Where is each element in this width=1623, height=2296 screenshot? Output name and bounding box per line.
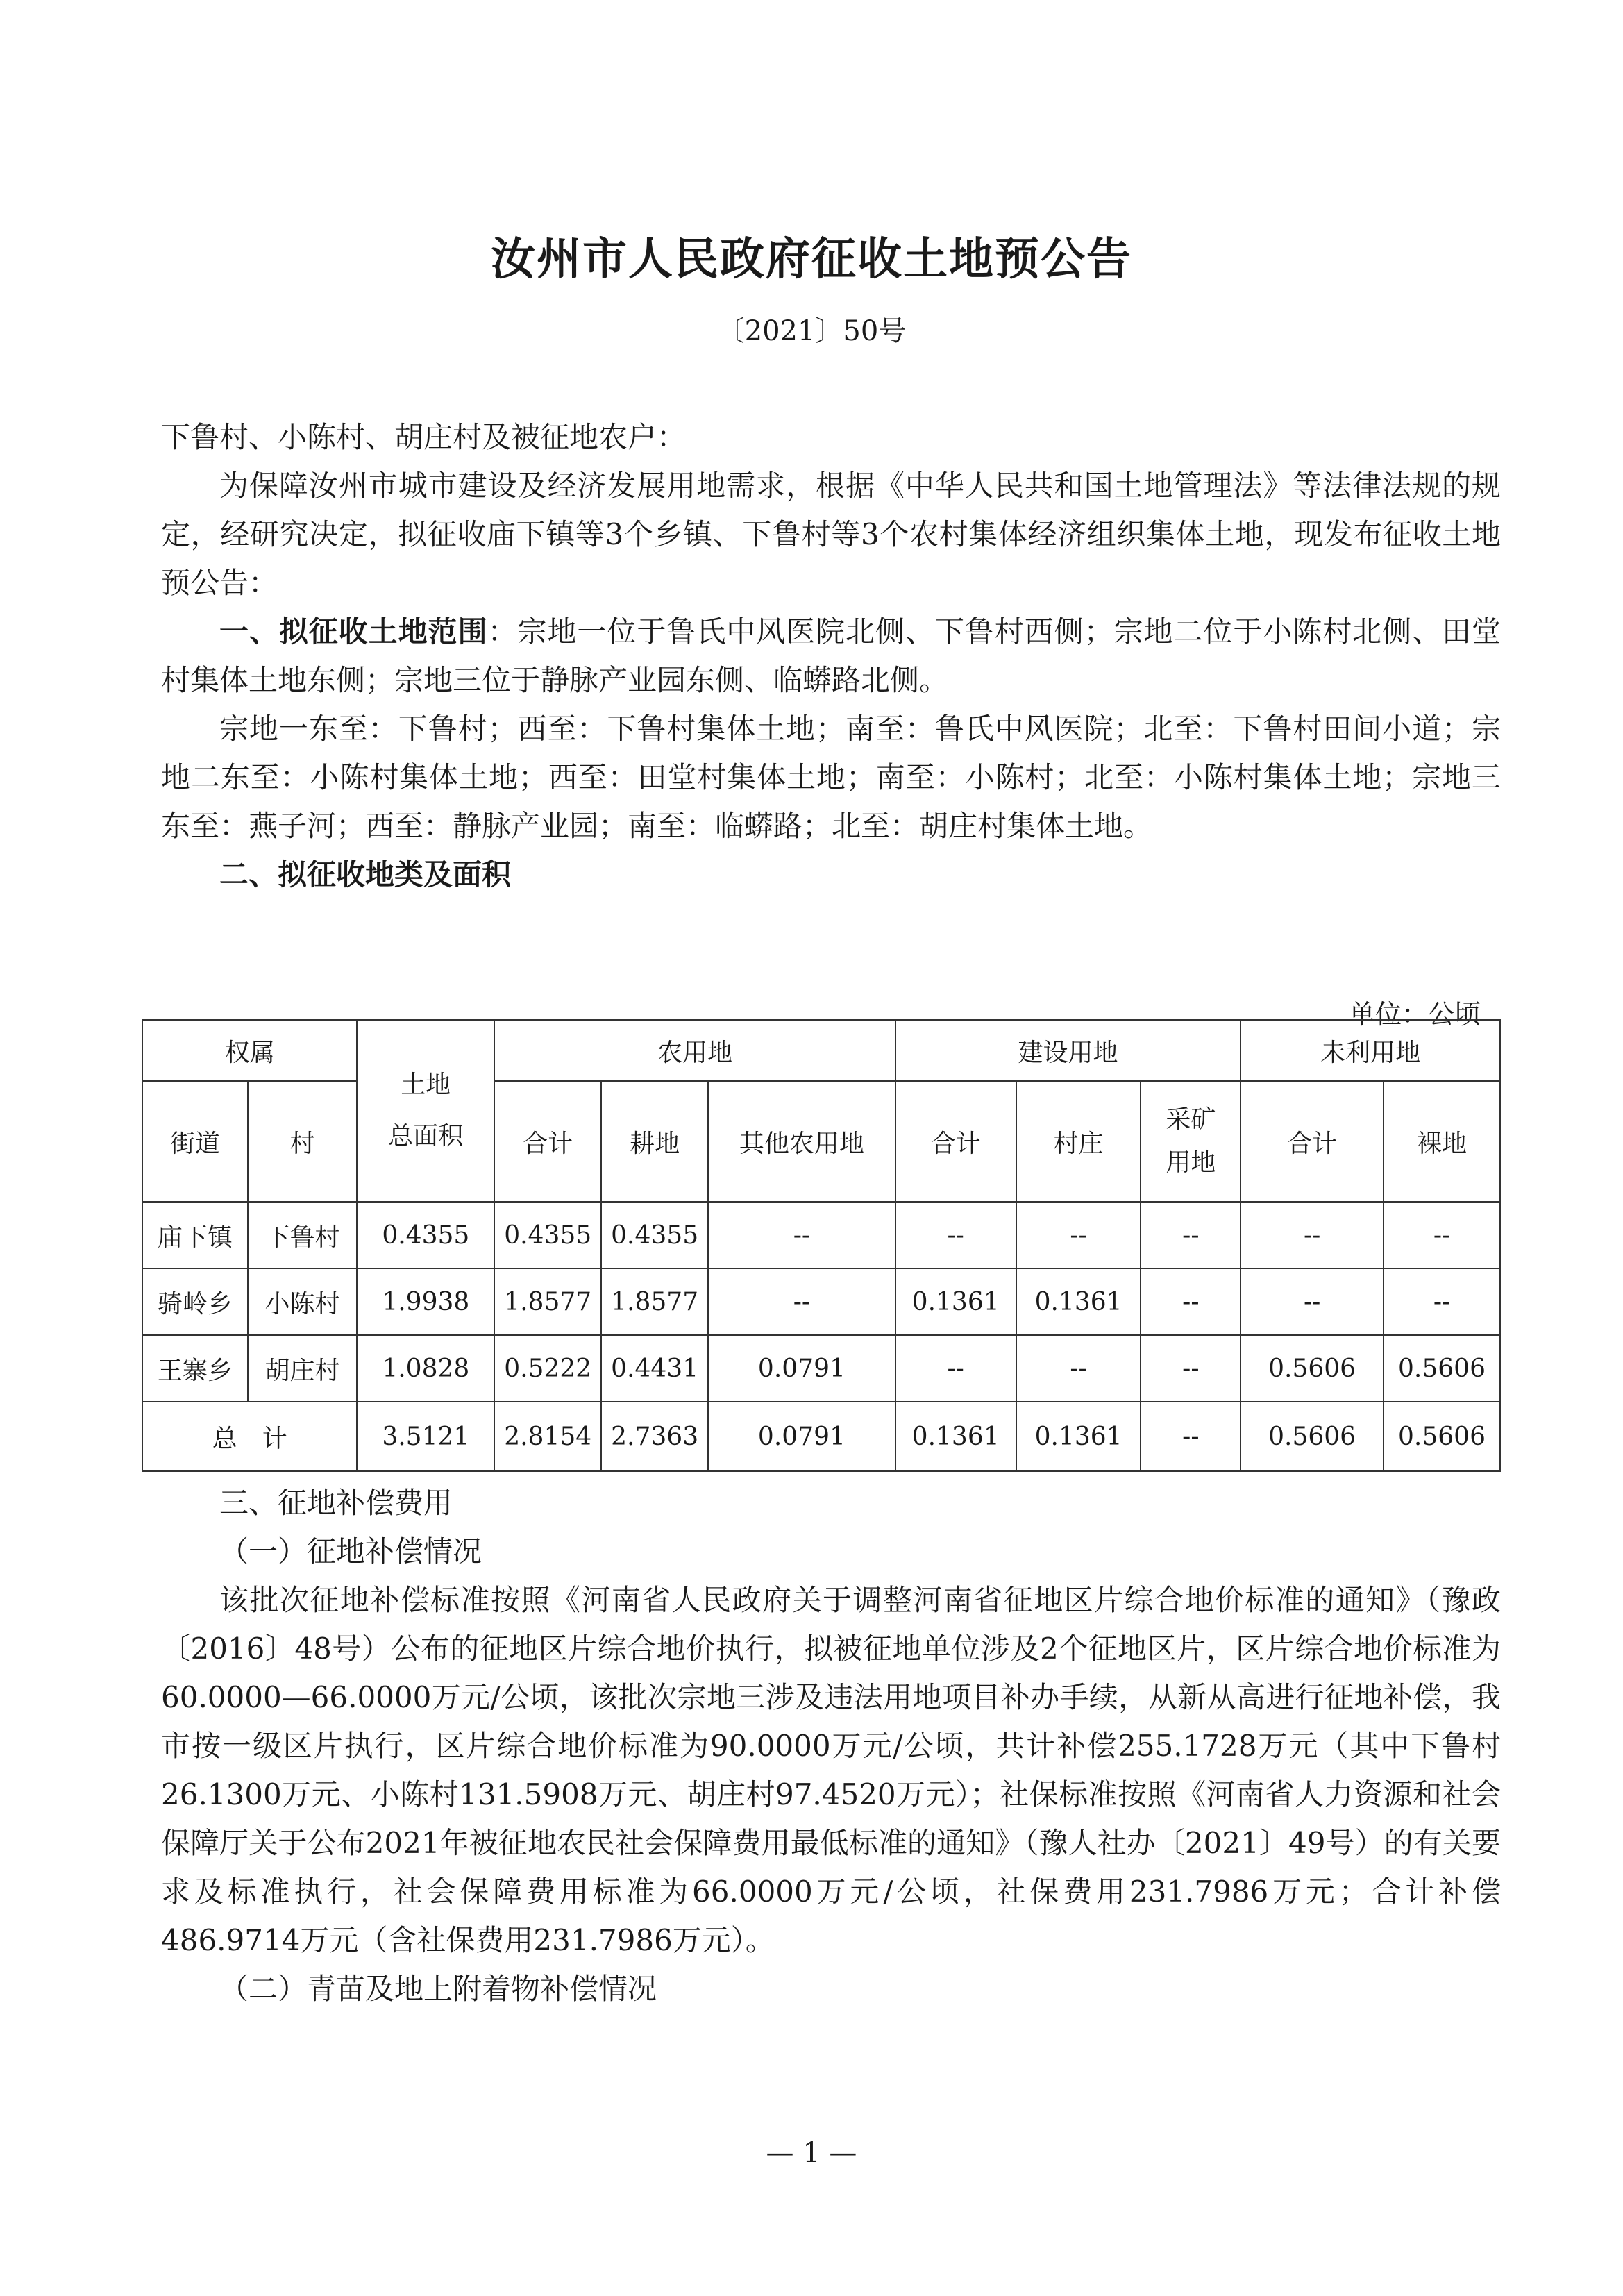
table-cell: -- [1141,1335,1241,1402]
table-cell: -- [708,1268,895,1335]
boundaries-paragraph: 宗地一东至：下鲁村；西至：下鲁村集体土地；南至：鲁氏中风医院；北至：下鲁村田间小道；宗地二东至：小陈村集体土地；西至：田堂村集体土地；南至：小陈村；北至：小陈村集体土地；宗地三东至：燕子河；西至：静脉产业园；南至：临蟒路；北至：胡庄村集体土地。 [161,712,1501,843]
document-title: 汝州市人民政府征收土地预公告 [491,233,1132,285]
table-row [142,1202,1500,1268]
table-cell: 2.8154 [494,1402,601,1471]
table-cell: 0.4355 [357,1202,494,1268]
table-cell: 小陈村 [248,1268,358,1335]
table-cell: 1.0828 [357,1335,494,1402]
table-cell: 0.5606 [1384,1335,1500,1402]
addressee: 下鲁村、小陈村、胡庄村及被征地农户： [161,420,687,454]
table-cell: -- [1241,1202,1384,1268]
land-area-table [142,1019,1501,1472]
table-cell: -- [1016,1335,1141,1402]
table-cell: 2.7363 [601,1402,708,1471]
header-agricultural: 农用地 [494,1020,895,1081]
table-cell: 1.8577 [601,1268,708,1335]
section2-heading: 二、拟征收地类及面积 [219,857,512,891]
header-unused: 未利用地 [1241,1020,1500,1081]
table-cell: 0.1361 [895,1268,1016,1335]
table-cell: 0.4355 [494,1202,601,1268]
section1-text: ：宗地一位于鲁氏中风医院北侧、下鲁村西侧；宗地二位于小陈村北侧、田堂村集体土地东侧；宗地三位于静脉产业园东侧、临蟒路北侧。 [161,614,1501,697]
body-bottom [161,1479,1501,2013]
table-cell: 0.4431 [601,1335,708,1402]
header-other-agri: 其他农用地 [708,1081,895,1202]
table-cell: 0.0791 [708,1335,895,1402]
table-cell: -- [1384,1268,1500,1335]
table-header-row-2 [142,1081,1500,1202]
table-cell: -- [1141,1202,1241,1268]
header-mining: 采矿 用地 [1141,1081,1241,1202]
table-cell: 骑岭乡 [142,1268,248,1335]
table-cell: 1.9938 [357,1268,494,1335]
table-cell: 0.1361 [1016,1268,1141,1335]
header-ownership: 权属 [142,1020,357,1081]
table-cell: -- [1141,1268,1241,1335]
table-cell: 庙下镇 [142,1202,248,1268]
table-cell: 0.5222 [494,1335,601,1402]
header-agri-total: 合计 [494,1081,601,1202]
header-village-land: 村庄 [1016,1081,1141,1202]
table-cell: 0.1361 [895,1402,1016,1471]
header-unused-total: 合计 [1241,1081,1384,1202]
page-number: — 1 — [766,2137,857,2169]
table-cell: 0.5606 [1241,1402,1384,1471]
table-cell: -- [895,1335,1016,1402]
table-cell: 1.8577 [494,1268,601,1335]
table-cell: 下鲁村 [248,1202,358,1268]
document-number: 〔2021〕50号 [716,315,907,347]
header-cons-total: 合计 [895,1081,1016,1202]
table-total-row [142,1402,1500,1471]
intro-paragraph: 为保障汝州市城市建设及经济发展用地需求，根据《中华人民共和国土地管理法》等法律法规的规定，经研究决定，拟征收庙下镇等3个乡镇、下鲁村等3个农村集体经济组织集体土地，现发布征收土地预公告： [161,469,1501,600]
table-cell: -- [895,1202,1016,1268]
header-street: 街道 [142,1081,248,1202]
table-cell: -- [708,1202,895,1268]
table-cell: -- [1384,1202,1500,1268]
total-label: 总 计 [142,1402,357,1471]
sub1-paragraph: 该批次征地补偿标准按照《河南省人民政府关于调整河南省征地区片综合地价标准的通知》（豫政〔2016〕48号）公布的征地区片综合地价执行，拟被征地单位涉及2个征地区片，区片综合地价标准为60.0000—66.0000万元/公顷，该批次宗地三涉及违法用地项目补办手续，从新从高进行征地补偿，我市按一级区片执行，区片综合地价标准为90.0000万元/公顷，共计补偿255.1728万元（其中下鲁村26.1300万元、小陈村131.5908万元、胡庄村97.4520万元）；社保标准按照《河南省人力资源和社会保障厅关于公布2021年被征地农民社会保障费用最低标准的通知》（豫人社办〔2021〕49号）的有关要求及标准执行，社会保障费用标准为66.0000万元/公顷，社保费用231.7986万元；合计补偿486.9714万元（含社保费用231.7986万元）。 [161,1583,1501,1957]
table-row [142,1335,1500,1402]
table-cell: -- [1241,1268,1384,1335]
header-cultivated: 耕地 [601,1081,708,1202]
table-header-row-1 [142,1020,1500,1081]
table-row [142,1268,1500,1335]
table-cell: 0.0791 [708,1402,895,1471]
header-construction: 建设用地 [895,1020,1241,1081]
header-bare: 裸地 [1384,1081,1500,1202]
table-cell: 3.5121 [357,1402,494,1471]
header-total-area: 土地 总面积 [357,1020,494,1202]
table-cell: 王寨乡 [142,1335,248,1402]
table-cell: 0.1361 [1016,1402,1141,1471]
section1-heading: 一、拟征收土地范围 [219,614,488,648]
section3-heading: 三、征地补偿费用 [219,1486,453,1520]
unit-label: 单位：公顷 [1348,999,1481,1030]
table-cell: -- [1141,1402,1241,1471]
header-village: 村 [248,1081,358,1202]
sub1-heading: （一）征地补偿情况 [219,1534,482,1568]
sub2-heading: （二）青苗及地上附着物补偿情况 [219,1972,657,2006]
table-cell: 0.5606 [1384,1402,1500,1471]
table-cell: 0.4355 [601,1202,708,1268]
body-top [161,413,1501,899]
section1-paragraph [161,607,1501,705]
table-cell: 0.5606 [1241,1335,1384,1402]
table-cell: -- [1016,1202,1141,1268]
table-cell: 胡庄村 [248,1335,358,1402]
